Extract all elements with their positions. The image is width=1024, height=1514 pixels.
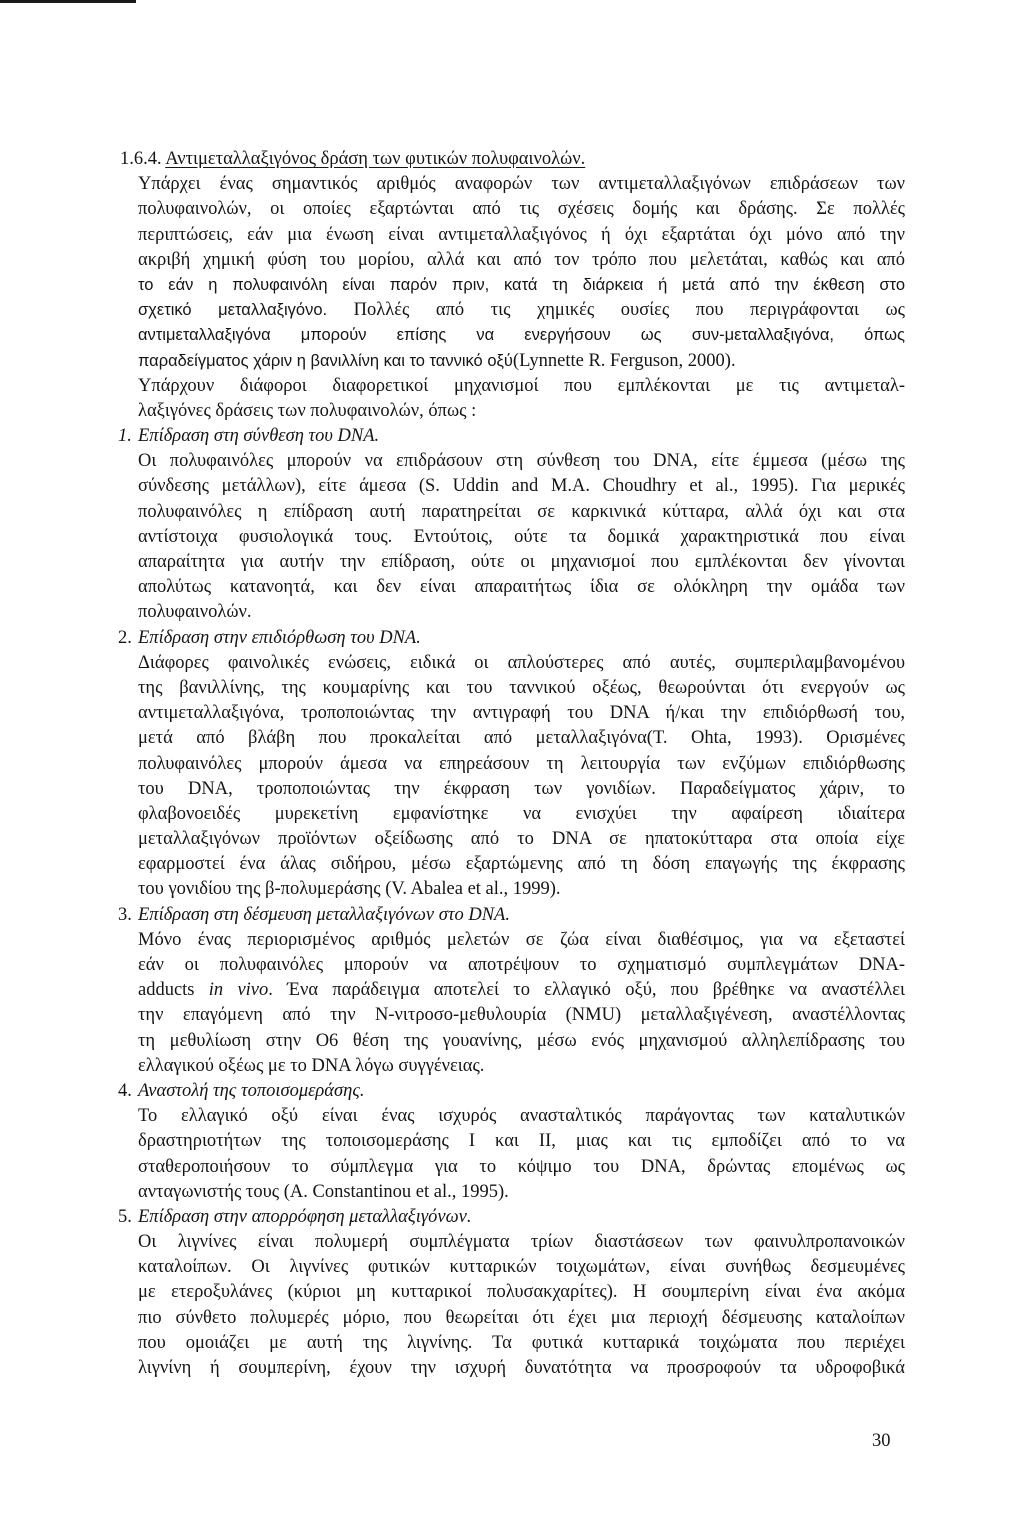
paragraph-line: απολύτως κατανοητά, και δεν είναι απαραιτήτως ίδια σε ολόκληρη την ομάδα των <box>138 577 905 598</box>
paragraph-line <box>138 349 905 374</box>
paragraph-line: Μόνο ένας περιορισμένος αριθμός μελετών σε ζώα είναι διαθέσιμος, για να εξεταστεί <box>138 929 905 950</box>
list-item-title: Επίδραση στην απορρόφηση μεταλλαξιγόνων. <box>138 1206 472 1227</box>
section-number: 1.6.4. <box>120 149 162 169</box>
list-item-heading <box>118 1205 905 1230</box>
paragraph-line: του DNA, τροποποιώντας την έκφραση των γονιδίων. Παραδείγματος χάριν, το <box>138 778 905 799</box>
line-segment: . Ένα παράδειγμα αποτελεί το ελλαγικό οξύ, που βρέθηκε να αναστέλλει <box>268 980 906 1001</box>
paragraph-line: το εάν η πολυφαινόλη είναι παρόν πριν, κατά τη διάρκεια ή μετά από την έκθεση στο <box>138 275 905 294</box>
paragraph-line: καταλοίπων. Οι λιγνίνες φυτικών κυτταρικών τοιχωμάτων, είναι συνήθως δεσμευμένες <box>138 1257 905 1278</box>
paragraph-line: λαξιγόνες δράσεις των πολυφαινολών, όπως : <box>138 400 477 421</box>
paragraph-line: σύνδεσης μετάλλων), είτε άμεσα (S. Uddin and M.A. Choudhry et al., 1995). Για μερικές <box>138 476 905 497</box>
line-segment: adducts <box>138 980 209 1001</box>
line-segment: Πολλές από τις χημικές ουσίες που περιγράφονται ως <box>327 300 905 321</box>
paragraph-line: που ομοιάζει με αυτή της λιγνίνης. Τα φυτικά κυτταρικά τοιχώματα που περιέχει <box>138 1332 905 1353</box>
paragraph-line: Οι πολυφαινόλες μπορούν να επιδράσουν στη σύνθεση του DNA, είτε έμμεσα (μέσω της <box>138 451 905 472</box>
line-segment: σχετικό μεταλλαξιγόνο. <box>138 301 328 320</box>
paragraph-line: απαραίτητα για αυτήν την επίδραση, ούτε οι μηχανισμοί που εμπλέκονται δεν γίνονται <box>138 552 905 572</box>
paragraph-line <box>138 298 905 323</box>
paragraph-line: πολυφαινολών. <box>138 602 252 623</box>
list-item-number: 1. <box>118 426 132 447</box>
paragraph-line: σταθεροποιήσουν το σύμπλεγμα για το κόψιμο του DNA, δρώντας επομένως ως <box>138 1156 905 1177</box>
paragraph-line: την επαγόμενη από την N-νιτροσο-μεθυλουρία (NMU) μεταλλαξιγένεση, αναστέλλοντας <box>138 1005 905 1026</box>
page-number: 30 <box>872 1431 891 1451</box>
paragraph-line: με ετεροξυλάνες (κύριοι μη κυτταρικοί πολυσακχαρίτες). Η σουμπερίνη είναι ένα ακόμα <box>138 1282 905 1303</box>
paragraph-line <box>138 978 905 1003</box>
list-item-title: Επίδραση στη δέσμευση μεταλλαξιγόνων στο DNA. <box>138 904 510 925</box>
paragraph-line: Διάφορες φαινολικές ενώσεις, ειδικά οι απλούστερες από αυτές, συμπεριλαμβανομένου <box>138 652 905 673</box>
paragraph-line: φλαβονοειδές μυρεκετίνη εμφανίστηκε να ενισχύει την αφαίρεση ιδιαίτερα <box>138 803 905 824</box>
paragraph-line: εφαρμοστεί ένα άλας σιδήρου, μέσω εξαρτώμενης από τη δόση επαγωγής της έκφρασης <box>138 854 905 875</box>
citation: (Lynnette R. Ferguson, 2000). <box>512 350 736 371</box>
paragraph-line: αντίστοιχα φυσιολογικά τους. Εντούτοις, ούτε τα δομικά χαρακτηριστικά που είναι <box>138 526 905 547</box>
paragraph-line: ελλαγικού οξέως με το DNA λόγω συγγένειας. <box>138 1055 485 1076</box>
paragraph-line: πολυφαινόλες η επίδραση αυτή παρατηρείται σε καρκινικά κύτταρα, αλλά όχι και στα <box>138 501 905 522</box>
list-item-title: Επίδραση στη σύνθεση του DNA. <box>138 426 380 447</box>
paragraph-line: του γονιδίου της β-πολυμεράσης (V. Abalea et al., 1999). <box>138 879 561 900</box>
list-item-number: 5. <box>118 1206 132 1227</box>
list-item-title: Επίδραση στην επιδιόρθωση του DNA. <box>138 627 421 648</box>
paragraph-line: της βανιλλίνης, της κουμαρίνης και του ταννικού οξέως, θεωρούνται ότι ενεργούν ως <box>138 677 905 698</box>
paragraph-line: αντιμεταλλαξιγόνα μπορούν επίσης να ενεργήσουν ως συν-μεταλλαξιγόνα, όπως <box>138 326 905 345</box>
paragraph-line: μεταλλαξιγόνων προϊόντων οξείδωσης από το DNA σε ηπατοκύτταρα στα οποία είχε <box>138 829 905 850</box>
list-item-title: Αναστολή της τοποισομεράσης. <box>138 1080 365 1101</box>
paragraph-line: Το ελλαγικό οξύ είναι ένας ισχυρός ανασταλτικός παράγοντας των καταλυτικών <box>138 1106 905 1127</box>
line-segment: παραδείγματος χάριν η βανιλλίνη και το ταννικό οξύ <box>138 351 513 370</box>
paragraph-line: μετά από βλάβη που προκαλείται από μεταλλαξιγόνα(T. Ohta, 1993). Ορισμένες <box>138 728 905 749</box>
paragraph-line: Υπάρχει ένας σημαντικός αριθμός αναφορών των αντιμεταλλαξιγόνων επιδράσεων των <box>138 174 905 195</box>
paragraph-line: δραστηριοτήτων της τοποισομεράσης I και II, μιας και τις εμποδίζει από το να <box>138 1131 905 1152</box>
list-item-heading <box>118 424 905 449</box>
list-item-number: 2. <box>118 627 132 648</box>
list-item-heading <box>118 1079 905 1104</box>
paragraph-line: περιπτώσεις, εάν μια ένωση είναι αντιμεταλλαξιγόνος ή όχι εξαρτάται όχι μόνο από την <box>138 224 905 245</box>
italic-term: in vivo <box>208 980 269 1001</box>
list-item-number: 3. <box>118 904 132 925</box>
list-item-number: 4. <box>118 1080 132 1101</box>
paragraph-line: πιο σύνθετο πολυμερές μόριο, που θεωρείται ότι έχει μια περιοχή δέσμευσης καταλοίπων <box>138 1307 905 1328</box>
section-heading <box>120 147 905 172</box>
paragraph-line: λιγνίνη ή σουμπερίνη, έχουν την ισχυρή δυνατότητα να προσροφούν τα υδροφοβικά <box>138 1358 905 1378</box>
paragraph-line: Οι λιγνίνες είναι πολυμερή συμπλέγματα τρίων διαστάσεων των φαινυλπροπανοικών <box>138 1232 905 1253</box>
list-item-heading <box>118 903 905 928</box>
list-item-heading <box>118 626 905 651</box>
paragraph-line: πολυφαινολών, οι οποίες εξαρτώνται από τις σχέσεις δομής και δράσης. Σε πολλές <box>138 199 905 220</box>
paragraph-line: τη μεθυλίωση στην O6 θέση της γουανίνης, μέσω ενός μηχανισμού αλληλεπίδρασης του <box>138 1030 905 1051</box>
paragraph-line: πολυφαινόλες μπορούν άμεσα να επηρεάσουν τη λειτουργία των ενζύμων επιδιόρθωσης <box>138 753 905 774</box>
paragraph-line: ανταγωνιστής τους (A. Constantinou et al., 1995). <box>138 1181 509 1202</box>
document-body <box>118 147 906 1381</box>
paragraph-line: Υπάρχουν διάφοροι διαφορετικοί μηχανισμοί που εμπλέκονται με τις αντιμεταλ- <box>138 375 905 396</box>
paragraph-line: αντιμεταλλαξιγόνα, τροποποιώντας την αντιγραφή του DNA ή/και την επιδιόρθωσή του, <box>138 703 905 724</box>
paragraph-line: εάν οι πολυφαινόλες μπορούν να αποτρέψουν το σχηματισμό συμπλεγμάτων DNA- <box>138 955 905 975</box>
scan-edge-mark <box>0 0 136 3</box>
section-title: Αντιμεταλλαξιγόνος δράση των φυτικών πολυφαινολών. <box>165 149 586 169</box>
paragraph-line: ακριβή χημική φύση του μορίου, αλλά και από τον τρόπο που μελετάται, καθώς και από <box>138 249 905 270</box>
